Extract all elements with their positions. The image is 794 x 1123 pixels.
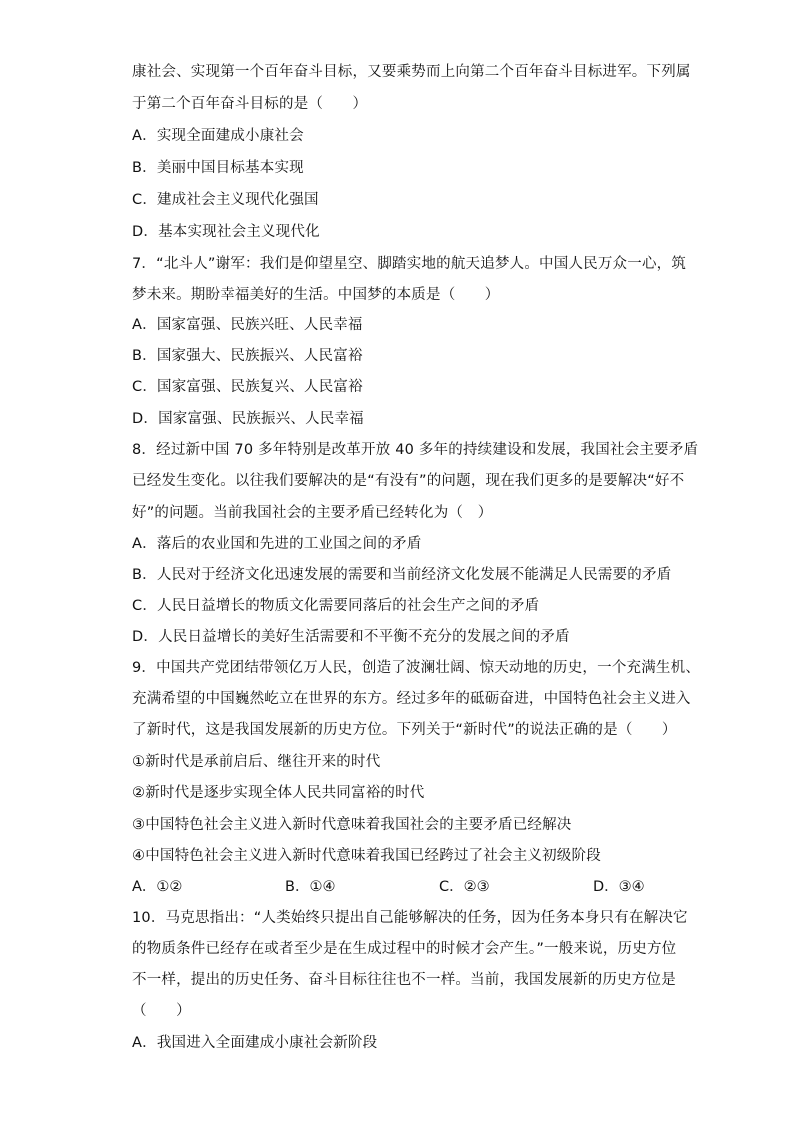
option-c: C．人民日益增长的物质文化需要同落后的社会生产之间的矛盾: [132, 598, 540, 614]
option-a: A．①②: [132, 879, 183, 895]
question-8-line: 8．经过新中国 70 多年特别是改革开放 40 多年的持续建设和发展，我国社会主要矛盾: [132, 442, 699, 458]
question-8-line: 已经发生变化。以往我们要解决的是“有没有”的问题，现在我们更多的是要解决“好不: [132, 473, 685, 489]
question-7-line: 梦未来。期盼幸福美好的生活。中国梦的本质是（ ）: [132, 287, 500, 303]
question-10-line: 10．马克思指出：“人类始终只提出自己能够解决的任务，因为任务本身只有在解决它: [132, 910, 688, 926]
option-d: D．人民日益增长的美好生活需要和不平衡不充分的发展之间的矛盾: [132, 629, 570, 645]
option-b: B．美丽中国目标基本实现: [132, 160, 304, 176]
question-10-line: 不一样，提出的历史任务、奋斗目标往往也不一样。当前，我国发展新的历史方位是: [132, 972, 676, 988]
statement-1: ①新时代是承前启后、继往开来的时代: [132, 754, 381, 770]
question-7-line: 7．“北斗人”谢军：我们是仰望星空、脚踏实地的航天追梦人。中国人民万众一心，筑: [132, 256, 687, 272]
option-b: B．人民对于经济文化迅速发展的需要和当前经济文化发展不能满足人民需要的矛盾: [132, 567, 672, 583]
statement-3: ③中国特色社会主义进入新时代意味着我国社会的主要矛盾已经解决: [132, 817, 572, 833]
option-d: D．基本实现社会主义现代化: [132, 224, 320, 240]
statement-4: ④中国特色社会主义进入新时代意味着我国已经跨过了社会主义初级阶段: [132, 848, 601, 864]
answer-blank: （ ）: [132, 1003, 191, 1019]
option-c: C．国家富强、民族复兴、人民富裕: [132, 379, 363, 395]
question-10-line: 的物质条件已经存在或者至少是在生成过程中的时候才会产生。”一般来说，历史方位: [132, 941, 677, 957]
option-b: B．①④: [285, 879, 336, 895]
question-9-line: 充满希望的中国巍然屹立在世界的东方。经过多年的砥砺奋进，中国特色社会主义进入: [132, 691, 691, 707]
option-b: B．国家强大、民族振兴、人民富裕: [132, 348, 363, 364]
question-text-line: 于第二个百年奋斗目标的是（ ）: [132, 96, 368, 112]
question-9-line: 9．中国共产党团结带领亿万人民，创造了波澜壮阔、惊天动地的历史，一个充满生机、: [132, 660, 701, 676]
option-c: C．②③: [439, 879, 490, 895]
question-9-line: 了新时代，这是我国发展新的历史方位。下列关于“新时代”的说法正确的是（ ）: [132, 722, 677, 738]
option-d: D．③④: [593, 879, 645, 895]
option-c: C．建成社会主义现代化强国: [132, 192, 319, 208]
option-a: A．落后的农业国和先进的工业国之间的矛盾: [132, 536, 422, 552]
question-text-line: 康社会、实现第一个百年奋斗目标，又要乘势而上向第二个百年奋斗目标进军。下列属: [132, 64, 691, 80]
option-a: A．国家富强、民族兴旺、人民幸福: [132, 317, 363, 333]
question-8-line: 好”的问题。当前我国社会的主要矛盾已经转化为（ ）: [132, 505, 493, 521]
option-a: A．我国进入全面建成小康社会新阶段: [132, 1035, 378, 1051]
statement-2: ②新时代是逐步实现全体人民共同富裕的时代: [132, 785, 425, 801]
option-a: A．实现全面建成小康社会: [132, 128, 304, 144]
option-d: D．国家富强、民族振兴、人民幸福: [132, 411, 364, 427]
